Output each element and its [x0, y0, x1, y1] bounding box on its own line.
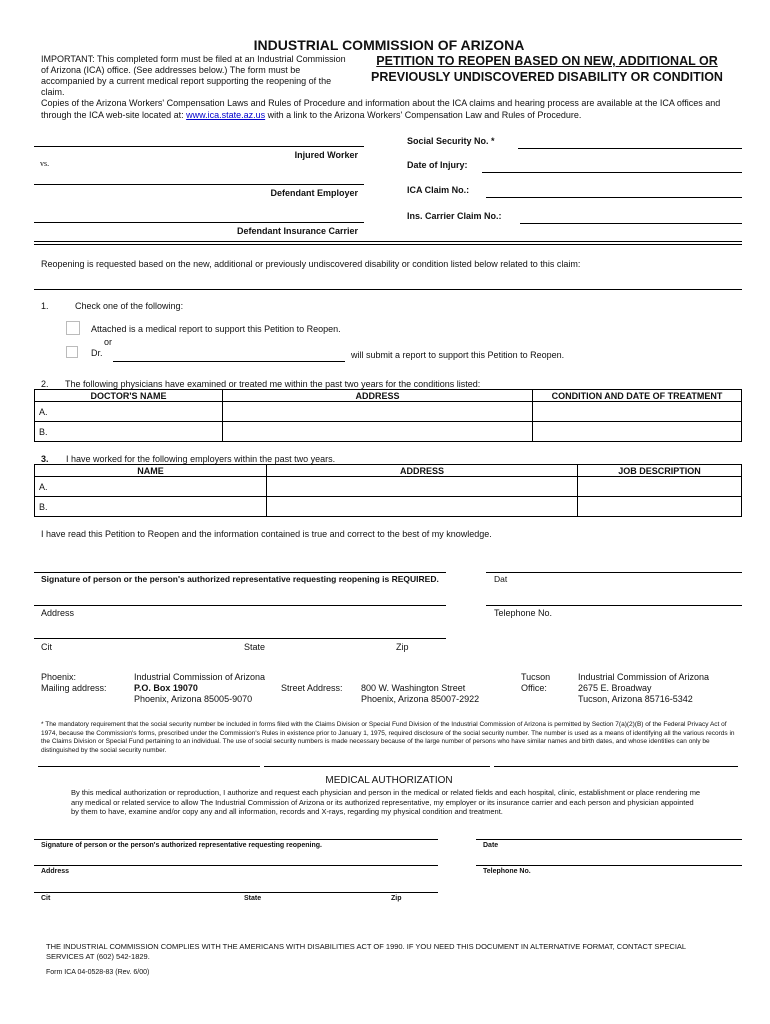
table-row: [35, 497, 742, 517]
form-title-line1: PETITION TO REOPEN BASED ON NEW, ADDITIONAL OR: [376, 54, 718, 68]
section-divider: [34, 241, 742, 245]
defendant-employer-line[interactable]: [34, 184, 364, 185]
physicians-table: [34, 389, 742, 442]
table-row: [35, 402, 742, 422]
doctor-name-field[interactable]: [113, 361, 345, 362]
address-line[interactable]: [34, 605, 446, 606]
intro-text: Copies of the Arizona Workers' Compensation Laws and Rules of Procedure and information about the ICA claims and hearing process are available at the ICA offices and through the ICA web-site located at: www.ica.state.az.us with a link to the Arizona Workers' Compensation Law and Rules of Procedure.: [41, 98, 721, 120]
option-a-label: Attached is a medical report to support this Petition to Reopen.: [91, 324, 341, 334]
employers-table: [34, 464, 742, 517]
auth-signature-line[interactable]: [34, 839, 438, 840]
option-b-label: will submit a report to support this Petition to Reopen.: [351, 350, 565, 360]
address-label: Address: [41, 608, 75, 618]
zip-label: Zip: [396, 642, 409, 652]
employer-address-header: ADDRESS: [267, 465, 578, 477]
row-label[interactable]: B.: [35, 497, 267, 517]
form-title-line2: PREVIOUSLY UNDISCOVERED DISABILITY OR CONDITION: [371, 70, 723, 84]
telephone-label: Telephone No.: [494, 608, 553, 618]
section2-label: The following physicians have examined or treated me within the past two years for the conditions listed:: [65, 379, 481, 389]
injured-worker-label: Injured Worker: [294, 150, 358, 160]
carrier-claim-field[interactable]: [520, 223, 742, 224]
signature-line[interactable]: [34, 572, 446, 573]
table-row: [35, 422, 742, 442]
dr-label: Dr.: [91, 348, 103, 358]
tucson-office-label: Office:: [521, 683, 547, 693]
ica-claim-field[interactable]: [486, 197, 742, 198]
row-label[interactable]: A.: [35, 477, 267, 497]
table-cell[interactable]: [578, 477, 742, 497]
section2-number: 2.: [41, 379, 49, 389]
injured-worker-line[interactable]: [34, 146, 364, 147]
tucson-street-address: 2675 E. Broadway: [578, 683, 652, 693]
section3-number: 3.: [41, 454, 49, 464]
ssn-label: Social Security No. *: [407, 136, 495, 146]
ada-notice: THE INDUSTRIAL COMMISSION COMPLIES WITH THE AMERICANS WITH DISABILITIES ACT OF 1990. IF YOU NEED THIS DOCUMENT IN ALTERNATIVE FORMAT, CONTACT SPECIAL SERVICES AT (602) 542-1829.: [46, 942, 686, 961]
auth-telephone-label: Telephone No.: [483, 868, 531, 875]
carrier-claim-label: Ins. Carrier Claim No.:: [407, 211, 502, 221]
telephone-line[interactable]: [486, 605, 742, 606]
defendant-employer-label: Defendant Employer: [270, 188, 358, 198]
auth-address-line[interactable]: [34, 865, 438, 866]
medical-authorization-text: By this medical authorization or reproduction, I authorize and request each physician and person in the medical or related fields and each hospital, clinic, establishment or place rendering me any medical or related service to allow The Industrial Commission of Arizona or its authorized representative, my employer or its insurance carrier and each person and physician appointed by them to have, examine and/or copy any and all information, records and X-rays, regarding my physical condition and treatment.: [71, 788, 701, 816]
mailing-address-label: Mailing address:: [41, 683, 107, 693]
auth-zip-label: Zip: [391, 895, 402, 902]
defendant-carrier-line[interactable]: [34, 222, 364, 223]
auth-date-label: Date: [483, 842, 499, 849]
auth-city-label: Cit: [41, 895, 51, 902]
footnote-divider: [264, 766, 490, 767]
phoenix-street-city: Phoenix, Arizona 85007-2922: [361, 694, 480, 704]
medical-report-attached-checkbox[interactable]: [66, 321, 80, 335]
reopening-text: Reopening is requested based on the new, additional or previously undiscovered disability or condition listed below related to this claim:: [41, 259, 581, 269]
auth-date-line[interactable]: [476, 839, 742, 840]
table-cell[interactable]: [578, 497, 742, 517]
date-of-injury-field[interactable]: [482, 172, 742, 173]
auth-city-line[interactable]: [34, 892, 438, 893]
doctor-will-submit-checkbox[interactable]: [66, 346, 78, 358]
address-header: ADDRESS: [223, 390, 533, 402]
tucson-city: Tucson, Arizona 85716-5342: [578, 694, 693, 704]
table-cell[interactable]: [267, 477, 578, 497]
date-line[interactable]: [486, 572, 742, 573]
or-label: or: [104, 337, 113, 347]
medical-authorization-title: MEDICAL AUTHORIZATION: [325, 775, 453, 786]
footnote-divider: [38, 766, 260, 767]
ssn-footnote: * The mandatory requirement that the social security number be included in forms filed with the Claims Division or Special Fund Division of the Industrial Commission of Arizona is permitted by Section 7(a)(2)(B) of the Federal Privacy Act of 1974, because the Commission's forms, prescribed under the Commission's Rules in existence prior to January 1, 1975, required disclosure of the social security number. The number is used as a means of identifying all the various records in the Claims Division or Special Fund pertaining to an individual. The use of social security numbers is made necessary because of the large number of persons who have similar names and birth dates, and whose identities can only be distinguished by the social security number.: [41, 721, 735, 754]
attestation-text: I have read this Petition to Reopen and the information contained is true and correct to the best of my knowledge.: [41, 529, 492, 539]
form-number: Form ICA 04-0528-83 (Rev. 6/00): [46, 969, 150, 976]
ica-claim-label: ICA Claim No.:: [407, 185, 470, 195]
city-state-zip-line[interactable]: [34, 638, 446, 639]
footnote-divider: [494, 766, 738, 767]
auth-address-label: Address: [41, 868, 70, 875]
doctor-name-header: DOCTOR'S NAME: [35, 390, 223, 402]
city-label: Cit: [41, 642, 52, 652]
vs-label: vs.: [40, 159, 50, 168]
important-note: IMPORTANT: This completed form must be filed at an Industrial Commission of Arizona (ICA) office. (See addresses below.) The form must be accompanied by a current medical report supporting the reopening of the claim.: [41, 54, 346, 97]
auth-signature-label: Signature of person or the person's authorized representative requesting reopening.: [41, 842, 322, 849]
table-cell[interactable]: [223, 422, 533, 442]
table-cell[interactable]: [267, 497, 578, 517]
condition-header: CONDITION AND DATE OF TREATMENT: [533, 390, 742, 402]
signature-label: Signature of person or the person's authorized representative requesting reopening is REQUIRED.: [41, 574, 439, 584]
phoenix-label: Phoenix:: [41, 672, 77, 682]
agency-title: INDUSTRIAL COMMISSION OF ARIZONA: [253, 37, 525, 53]
date-label: Dat: [494, 574, 508, 584]
street-address-label: Street Address:: [281, 683, 343, 693]
date-of-injury-label: Date of Injury:: [407, 160, 468, 170]
tucson-label: Tucson: [521, 672, 551, 682]
state-label: State: [244, 642, 266, 652]
table-cell[interactable]: [533, 402, 742, 422]
tucson-office-name: Industrial Commission of Arizona: [578, 672, 710, 682]
auth-state-label: State: [244, 895, 262, 902]
row-label[interactable]: B.: [35, 422, 223, 442]
section3-label: I have worked for the following employers within the past two years.: [66, 454, 336, 464]
phoenix-street-address: 800 W. Washington Street: [361, 683, 466, 693]
table-row: [35, 477, 742, 497]
phoenix-mailing-city: Phoenix, Arizona 85005-9070: [134, 694, 253, 704]
job-description-header: JOB DESCRIPTION: [578, 465, 742, 477]
auth-telephone-line[interactable]: [476, 865, 742, 866]
table-cell[interactable]: [223, 402, 533, 422]
table-cell[interactable]: [533, 422, 742, 442]
employer-name-header: NAME: [35, 465, 267, 477]
defendant-carrier-label: Defendant Insurance Carrier: [236, 226, 358, 236]
reopening-answer-line[interactable]: [34, 289, 742, 290]
section1-label: Check one of the following:: [75, 301, 184, 311]
phoenix-po-box: P.O. Box 19070: [134, 683, 198, 693]
ica-website-link[interactable]: www.ica.state.az.us: [186, 110, 266, 120]
phoenix-office-name: Industrial Commission of Arizona: [134, 672, 266, 682]
row-label[interactable]: A.: [35, 402, 223, 422]
section1-number: 1.: [41, 301, 49, 311]
ssn-field[interactable]: [518, 148, 742, 149]
